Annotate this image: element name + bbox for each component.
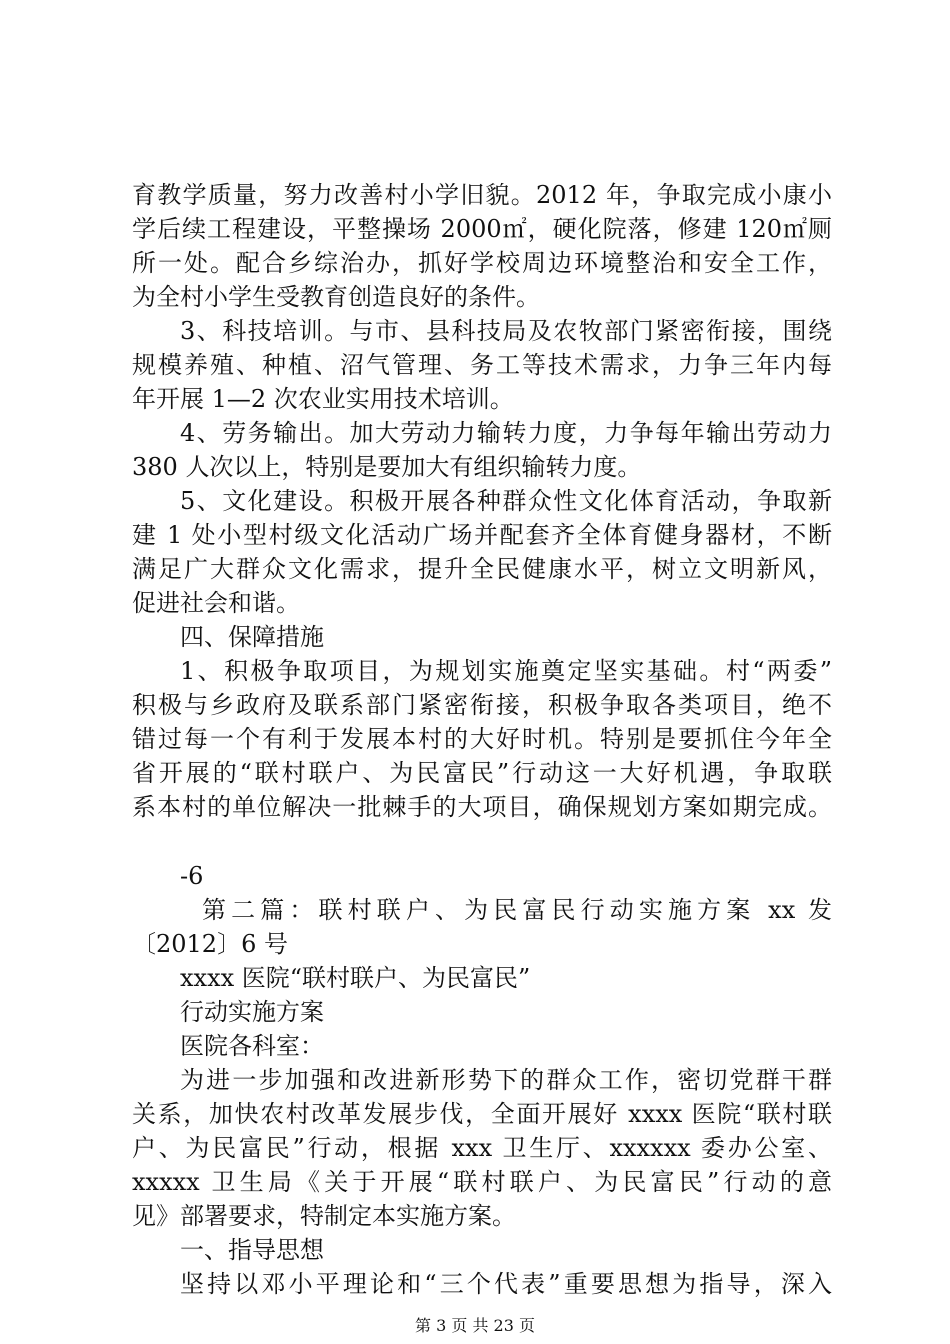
- page-number-footer: 第 3 页 共 23 页: [415, 1316, 535, 1335]
- body-line: 错过每一个有利于发展本村的大好时机。特别是要抓住今年全: [132, 725, 832, 753]
- body-line: 5、文化建设。积极开展各种群众性文化体育活动，争取新: [180, 487, 832, 515]
- body-line: 坚持以邓小平理论和“三个代表”重要思想为指导，深入: [180, 1270, 832, 1298]
- chapter-title: 第二篇：联村联户、为民富民行动实施方案 xx 发: [202, 896, 832, 924]
- body-line: 育教学质量，努力改善村小学旧貌。2012 年，争取完成小康小: [132, 181, 832, 209]
- body-line: 3、科技培训。与市、县科技局及农牧部门紧密衔接，围绕: [180, 317, 832, 345]
- body-line: 为进一步加强和改进新形势下的群众工作，密切党群干群: [180, 1066, 832, 1094]
- body-line: 年开展 1—2 次农业实用技术培训。: [132, 385, 514, 413]
- page-marker: -6: [180, 862, 204, 890]
- salutation: 医院各科室：: [180, 1032, 324, 1060]
- section-heading: 四、保障措施: [180, 623, 324, 651]
- body-line: 学后续工程建设，平整操场 2000㎡，硬化院落，修建 120㎡厕: [132, 215, 832, 243]
- body-line: 为全村小学生受教育创造良好的条件。: [132, 283, 540, 311]
- body-line: 建 1 处小型村级文化活动广场并配套齐全体育健身器材，不断: [132, 521, 832, 549]
- body-line: 1、积极争取项目，为规划实施奠定坚实基础。村“两委”: [180, 657, 832, 685]
- body-line: 380 人次以上，特别是要加大有组织输转力度。: [132, 453, 642, 481]
- body-line: 积极与乡政府及联系部门紧密衔接，积极争取各类项目，绝不: [132, 691, 832, 719]
- body-line: 满足广大群众文化需求，提升全民健康水平，树立文明新风，: [132, 555, 832, 583]
- document-title-line-2: 行动实施方案: [180, 998, 324, 1026]
- body-line: 户、为民富民”行动，根据 xxx 卫生厅、xxxxxx 委办公室、: [132, 1134, 832, 1162]
- body-line: 省开展的“联村联户、为民富民”行动这一大好机遇，争取联: [132, 759, 832, 787]
- body-line: 系本村的单位解决一批棘手的大项目，确保规划方案如期完成。: [132, 793, 832, 821]
- body-line: 规模养殖、种植、沼气管理、务工等技术需求，力争三年内每: [132, 351, 832, 379]
- body-line: 关系，加快农村改革发展步伐，全面开展好 xxxx 医院“联村联: [132, 1100, 832, 1128]
- body-line: xxxxx 卫生局《关于开展“联村联户、为民富民”行动的意: [132, 1168, 832, 1196]
- body-line: 4、劳务输出。加大劳动力输转力度，力争每年输出劳动力: [180, 419, 832, 447]
- body-line: 促进社会和谐。: [132, 589, 300, 617]
- document-number: 〔2012〕6 号: [132, 930, 288, 958]
- section-heading: 一、指导思想: [180, 1236, 324, 1264]
- document-title-line-1: xxxx 医院“联村联户、为民富民”: [180, 964, 531, 992]
- body-line: 见》部署要求，特制定本实施方案。: [132, 1202, 516, 1230]
- body-line: 所一处。配合乡综治办，抓好学校周边环境整治和安全工作，: [132, 249, 832, 277]
